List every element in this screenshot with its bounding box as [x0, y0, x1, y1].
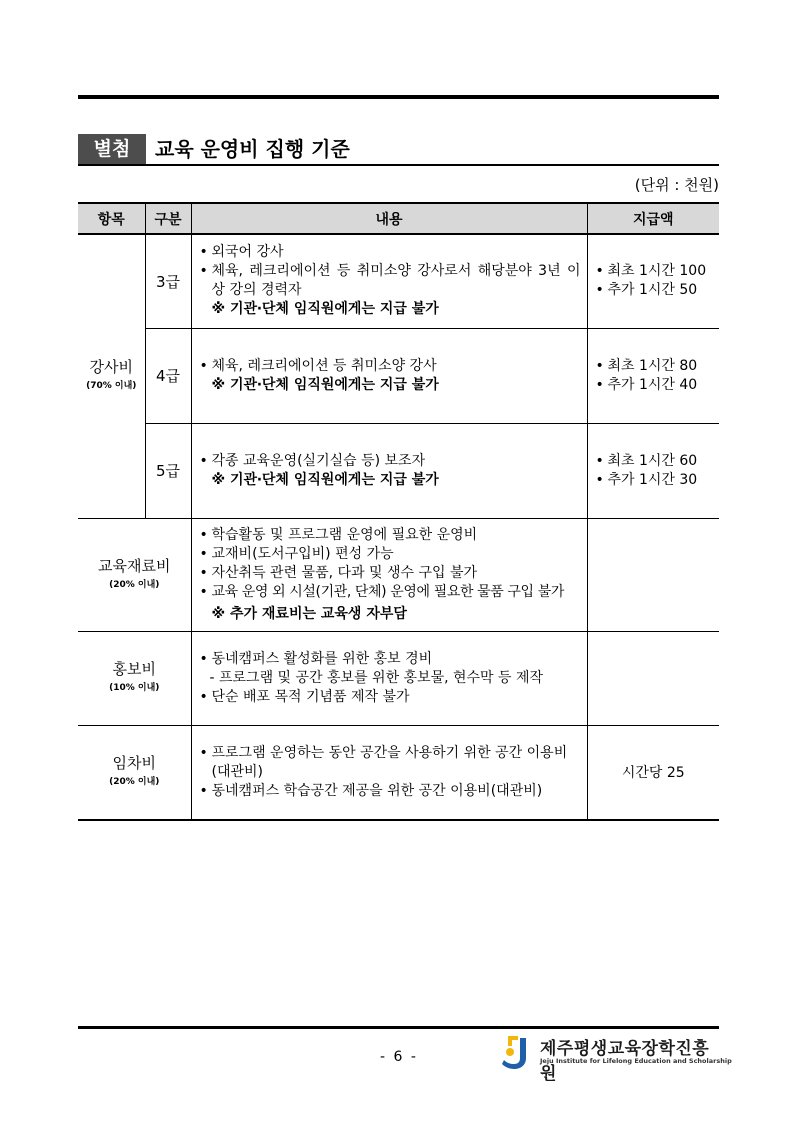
header-payment: 지급액 [587, 203, 719, 234]
table-row [78, 518, 719, 631]
content-cell [191, 328, 587, 423]
table-row [78, 423, 719, 518]
content-bullet: • 교육 운영 외 시설(기관, 단체) 운영에 필요한 물품 구입 불가 [200, 583, 581, 602]
item-limit: (20% 이내) [109, 777, 160, 788]
org-logo-icon [502, 1032, 532, 1070]
payment-cell [587, 328, 719, 423]
item-rental [78, 725, 191, 820]
top-rule [78, 95, 719, 99]
appendix-badge: 별첨 [78, 134, 146, 164]
content-bullet: • 각종 교육운영(실기실습 등) 보조자 [200, 452, 581, 471]
item-limit: (10% 이내) [109, 683, 160, 693]
content-note: ※ 기관‧단체 임직원에게는 지급 불가 [211, 376, 439, 393]
payment-cell [587, 423, 719, 518]
item-materials [78, 518, 191, 631]
grade-label: 3급 [145, 234, 191, 328]
org-name: 제주평생교육장학진흥원 [540, 1039, 710, 1084]
header-item: 항목 [78, 203, 145, 234]
table-row [78, 725, 719, 820]
content-cell [191, 423, 587, 518]
content-sub-item: - 프로그램 및 공간 홍보를 위한 홍보물, 현수막 등 제작 [209, 669, 544, 686]
item-limit: (70% 이내) [86, 381, 137, 392]
item-name: 임차비 [112, 754, 156, 773]
content-cell [191, 631, 587, 725]
content-bullet: • 동네캠퍼스 활성화를 위한 홍보 경비 [200, 650, 581, 669]
content-bullet: • 학습활동 및 프로그램 운영에 필요한 운영비 [200, 526, 581, 545]
content-bullet: • 교재비(도서구입비) 편성 가능 [200, 545, 581, 564]
content-cell [191, 518, 587, 631]
org-logo [502, 1032, 732, 1084]
content-bullet: • 체육, 레크리에이션 등 취미소양 강사로서 해당분야 3년 이상 강의 경력자 [200, 262, 581, 300]
table-row [78, 631, 719, 725]
item-lecturer [78, 234, 145, 518]
page-title: 교육 운영비 집행 기준 [155, 137, 350, 161]
page-number: - 6 - [380, 1049, 418, 1065]
payment-cell [587, 518, 719, 631]
content-bullet: • 프로그램 운영하는 동안 공간을 사용하기 위한 공간 이용비(대관비) [200, 744, 581, 782]
org-name-en: Jeju Institute for Lifelong Education and Scholarship [540, 1057, 732, 1065]
content-bullet: • 외국어 강사 [200, 243, 581, 262]
grade-label: 5급 [145, 423, 191, 518]
content-bullet: • 단순 배포 목적 기념품 제작 불가 [200, 688, 581, 707]
item-limit: (20% 이내) [109, 579, 160, 590]
content-note: ※ 추가 재료비는 교육생 자부담 [211, 605, 407, 622]
payment-cell [587, 234, 719, 328]
content-cell [191, 725, 587, 820]
item-name: 강사비 [89, 358, 133, 377]
grade-label: 4급 [145, 328, 191, 423]
content-cell [191, 234, 587, 328]
expense-standards-table [78, 202, 719, 821]
header-content: 내용 [191, 203, 587, 234]
content-note: ※ 기관‧단체 임직원에게는 지급 불가 [211, 471, 439, 488]
payment-line: • 최초 1시간 60 [596, 452, 714, 471]
payment-line: • 추가 1시간 30 [596, 471, 714, 490]
table-header-row [78, 203, 719, 234]
table-row [78, 328, 719, 423]
unit-note: (단위 : 천원) [634, 176, 719, 194]
bottom-rule [78, 1026, 719, 1029]
header-grade: 구분 [145, 203, 191, 234]
content-note: ※ 기관‧단체 임직원에게는 지급 불가 [211, 301, 439, 318]
item-promotion [78, 631, 191, 725]
section-heading [78, 134, 719, 166]
payment-line: • 최초 1시간 80 [596, 357, 714, 376]
content-bullet: • 자산취득 관련 물품, 다과 및 생수 구입 불가 [200, 564, 581, 583]
table-row [78, 234, 719, 328]
payment-line: • 추가 1시간 40 [596, 376, 714, 395]
item-name: 교육재료비 [98, 556, 171, 575]
payment-line: • 추가 1시간 50 [596, 281, 714, 300]
payment-cell: 시간당 25 [587, 725, 719, 820]
item-name: 홍보비 [112, 660, 156, 678]
payment-cell [587, 631, 719, 725]
payment-line: • 최초 1시간 100 [596, 262, 714, 281]
content-bullet: • 체육, 레크리에이션 등 취미소양 강사 [200, 357, 581, 376]
content-bullet: • 동네캠퍼스 학습공간 제공을 위한 공간 이용비(대관비) [200, 782, 581, 801]
